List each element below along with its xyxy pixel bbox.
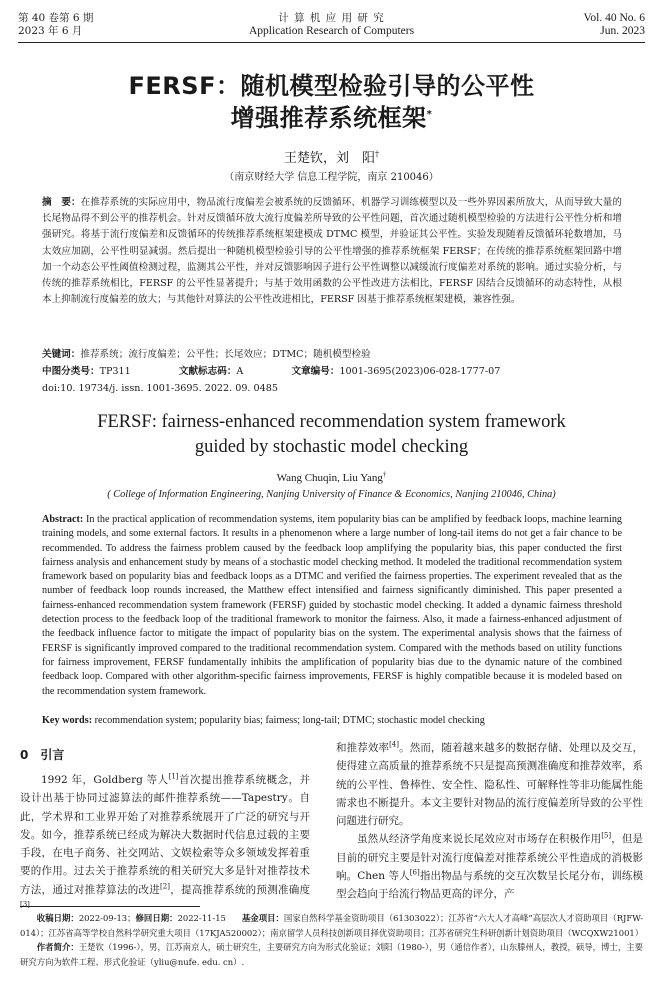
title-cn-line2 [0, 103, 663, 134]
received-label: 收稿日期： [36, 913, 79, 923]
citation: [6] [409, 868, 420, 877]
abstract-label-cn: 摘 要： [42, 197, 81, 208]
title-cn-text: 增强推荐系统框架 [230, 104, 427, 132]
intro-text: 虽然从经济学角度来说长尾效应对市场存在积极作用 [357, 833, 602, 846]
abstract-text-en: In the practical application of recommendation systems, item popularity bias can be amplified by feedback loops, machine learning training models, and some external factors. It results in a phenomenon where a large number of long-tail items do not get a fair chance to be recommended. To address the fairness problem caused by the feedback loop amplifying the popularity bias, this paper conducted the first fairness analysis and enhancement study by means of a stochastic model checking method. It modeled the traditional recommendation system framework based on popularity bias and feedback loops as a DTMC and verified the fairness properties. The experiment revealed that as the number of feedback loop rounds increased, the Matthew effect intensified and fairness significantly diminished. This paper presented a fairness-enhanced recommendation system framework (FERSF) guided by stochastic model checking. It added a dynamic fairness threshold detection process to the feedback loop of the traditional framework to monitor the fairness. Also, it made a fairness-enhanced adjustment of the feedback influence factor to mitigate the impact of popularity bias on the system. The experimental analysis shows that the fairness of FERSF is significantly improved compared to the traditional recommendation system. Compared with the methods based on utility functions for fairness improvement, FERSF fundamentally inhibits the amplification of popularity bias due to the dynamic nature of the combined feedback loop. Compared with other algorithm-specific fairness improvements, FERSF is highly compatible because it is modeled based on the recommendation system framework. [42, 514, 623, 697]
doc-code-label: 文献标志码： [178, 366, 237, 377]
bio-label: 作者简介： [36, 942, 79, 953]
journal-name-cn: 计 算 机 应 用 研 究 [278, 12, 385, 24]
intro-text: ，但是目前的研究主要是针对流行度偏差对推荐系统公平性造成的消极影响。Chen 等人 [336, 833, 644, 883]
keywords-text-en: recommendation system; popularity bias; fairness; long-tail; DTMC; stochastic model checking [94, 715, 485, 726]
doi-label: doi: [42, 383, 61, 394]
title-cn-line1: FERSF：随机模型检验引导的公平性 [128, 72, 535, 100]
intro-left-column [20, 771, 310, 917]
date-en: Jun. 2023 [600, 25, 645, 37]
bio-text: 王楚钦（1996-），男，江苏南京人，硕士研究生，主要研究方向为形式化验证；刘阳（1980-），男（通信作者），山东滕州人，教授，硕导，博士，主要研究方向为软件工程、形式化验证（yliu@nufe. edu. cn）. [20, 942, 643, 967]
author-names-en: Wang Chuqin, Liu Yang [276, 472, 383, 484]
fund-text: 国家自然科学基金资助项目（61303022）；江苏省“六大人才高峰”高层次人才资助项目（RJFW-014）；江苏省高等学校自然科学研究重大项目（17KJA520002）；南京留学人员科技创新项目择优资助项目；江苏省研究生科研创新计划资助项目（WCQXW21001） [20, 913, 644, 938]
intro-text: 指出物品与系统的交互次数呈长尾分布，训练模型会趋向于给流行物品更高的评分，产 [336, 870, 643, 901]
journal-name-en: Application Research of Computers [248, 25, 415, 37]
authors-en [0, 471, 663, 486]
title-en-line1: FERSF: fairness-enhanced recommendation system framework [97, 412, 566, 432]
header-rule [18, 42, 645, 43]
section-title: 引言 [40, 748, 65, 762]
journal-name [0, 12, 663, 38]
intro-text: 和推荐效率 [336, 742, 390, 754]
footnote-dates-funding [20, 911, 643, 940]
intro-paragraph-continued [336, 739, 643, 830]
issue-info-en [584, 12, 645, 38]
keywords-cn [42, 347, 622, 363]
citation: [4] [389, 740, 399, 749]
fund-label: 基金项目： [241, 913, 284, 923]
clc-label: 中图分类号： [42, 366, 100, 377]
volume-issue-en: Vol. 40 No. 6 [583, 12, 645, 24]
doc-code-value: A [236, 366, 244, 377]
intro-text: 1992 年，Goldberg 等人 [41, 774, 169, 786]
intro-right-column [336, 739, 643, 904]
intro-text: 首次提出推荐系统概念，并设计出基于协同过滤算法的邮件推荐系统——Tapestry。自此，学术界和工业界开始了对推荐系统展开了广泛的研究与开发。如今，推荐系统已经成为解决大数据时代信息过载的主要手段，在电子商务、社交网站、文娱检索等众多领域发挥着重要的作用。过去关于推荐系统的相关研究大多是针对推荐技术方法，通过对推荐算法的改进 [20, 774, 310, 896]
intro-paragraph-1 [20, 771, 310, 917]
volume-issue-cn: 第 40 卷第 6 期 [18, 12, 94, 24]
clc-value: TP311 [99, 366, 131, 377]
keywords-text-cn: 推荐系统；流行度偏差；公平性；长尾效应；DTMC；随机模型检验 [80, 349, 371, 360]
footnote [20, 911, 643, 969]
revised-date: 2022-11-15 [177, 913, 226, 923]
citation: [1] [168, 772, 179, 781]
keywords-label-en: Key words: [42, 715, 93, 726]
revised-label: 修回日期： [135, 913, 178, 923]
footnote-rule [20, 906, 200, 907]
title-en [0, 410, 663, 460]
corresponding-mark-en: † [382, 470, 387, 479]
abstract-text-cn: 在推荐系统的实际应用中，物品流行度偏差会被系统的反馈循环、机器学习训练模型以及一些外界因素所放大，从而导致大量的长尾物品得不到公平的推荐机会。针对反馈循环放大流行度偏差所导致的公平性问题，首次通过随机模型检验的方法进行公平性分析和增强研究。将基于流行度偏差和反馈循环的传统推荐系统框架建模成 DTMC 模型，并验证其公平性。实验发现随着反馈循环轮数增加，马太效应加剧，公平性明显减弱。然后提出一种随机模型检验引导的公平性增强的推荐系统框架 FERSF；在传统的推荐系统框架回路中增加一个动态公平性阈值检测过程，监测其公平性，并对反馈影响因子进行公平性调整以减缓流行度偏差对系统的影响。通过实验分析，与传统的推荐系统相比，FERSF 的公平性显著提升；与基于效用函数的公平性改进方法相比，FERSF 因结合反馈循环的动态特性，从根本上抑制流行度偏差的放大；与其他针对算法的公平性改进相比，FERSF 因基于推荐系统框架建模，兼容性强。 [42, 197, 622, 306]
doi-value: 10. 19734/j. issn. 1001-3695. 2022. 09. 0485 [60, 383, 278, 394]
date-cn: 2023 年 6 月 [18, 25, 83, 37]
abstract-en [42, 513, 622, 699]
affiliation-cn: （南京财经大学 信息工程学院，南京 210046） [224, 172, 439, 183]
funding-mark: * [426, 109, 433, 120]
title-en-line2: guided by stochastic model checking [194, 437, 469, 457]
article-no-label: 文章编号： [291, 366, 340, 377]
abstract-cn [42, 195, 622, 308]
abstract-label-en: Abstract: [42, 514, 84, 525]
author-names-cn: 王楚钦，刘 阳 [283, 151, 375, 166]
doi-line [42, 381, 622, 397]
authors-cn [0, 150, 663, 168]
keywords-label-cn: 关键词： [42, 349, 81, 360]
section-heading [20, 747, 64, 763]
keywords-en [42, 714, 622, 728]
corresponding-mark: † [375, 149, 379, 159]
received-date: 2022-09-13； [78, 913, 136, 923]
citation: [5] [601, 831, 612, 840]
intro-paragraph-2 [336, 830, 643, 903]
classification-line [42, 364, 622, 380]
citation: [3] [20, 900, 30, 909]
affiliation-en: ( College of Information Engineering, Nanjing University of Finance & Economics, Nanjing 210046, China) [107, 489, 556, 500]
intro-text: 。然而，随着越来越多的数据存储、处理以及交互，使得建立高质量的推荐系统不只是提高预测准确度和推荐效率，系统的公平性、鲁棒性、安全性、隐私性、可解释性等非功能属性能需求也不断提升。本文主要针对物品的流行度偏差所导致的公平性问题进行研究。 [336, 742, 644, 828]
section-number: 0 [20, 748, 29, 762]
citation: [2] [160, 882, 170, 891]
intro-text: ，提高推荐系统的预测准确度 [169, 883, 311, 896]
article-no-value: 1001-3695(2023)06-028-1777-07 [339, 366, 501, 377]
footnote-author-bio [20, 940, 643, 969]
